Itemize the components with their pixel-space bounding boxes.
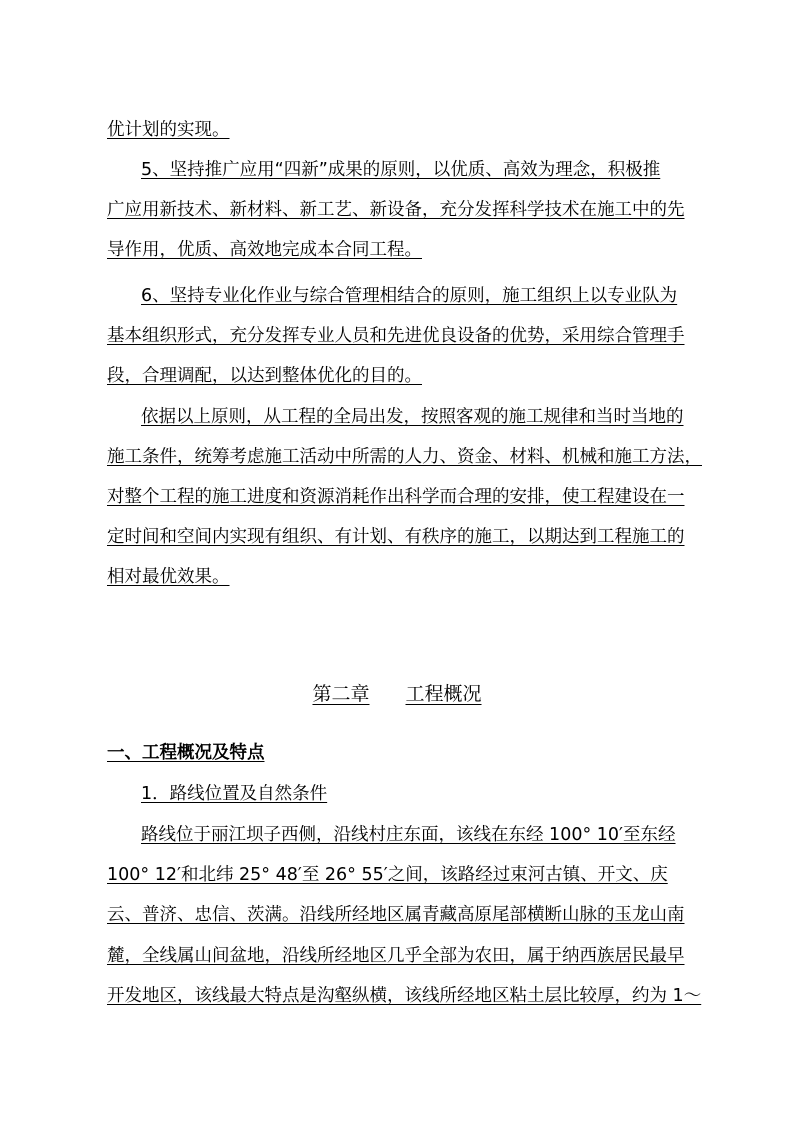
paragraph-line: 优计划的实现。	[107, 120, 230, 140]
paragraph-line: 施工条件，统筹考虑施工活动中所需的人力、资金、材料、机械和施工方法，	[107, 447, 702, 467]
section-heading: 一、工程概况及特点	[107, 743, 265, 763]
paragraph-line: 基本组织形式，充分发挥专业人员和先进优良设备的优势，采用综合管理手	[107, 326, 685, 346]
body-line: 麓，全线属山间盆地，沿线所经地区几乎全部为农田，属于纳西族居民最早	[107, 946, 685, 966]
paragraph-line: 相对最优效果。	[107, 567, 230, 587]
paragraph-line: 对整个工程的施工进度和资源消耗作出科学而合理的安排，使工程建设在一	[107, 487, 685, 507]
chapter-number: 第二章	[312, 683, 370, 705]
body-line: 云、普济、忠信、茨满。沿线所经地区属青藏高原尾部横断山脉的玉龙山南	[107, 905, 685, 925]
chapter-heading	[0, 679, 794, 709]
paragraph-line: 定时间和空间内实现有组织、有计划、有秩序的施工，以期达到工程施工的	[107, 527, 685, 547]
body-line: 开发地区，该线最大特点是沟壑纵横，该线所经地区粘土层比较厚，约为 1～	[107, 986, 702, 1006]
chapter-title: 工程概况	[405, 683, 482, 705]
paragraph-line: 6、坚持专业化作业与综合管理相结合的原则，施工组织上以专业队为	[141, 286, 678, 306]
paragraph-line: 广应用新技术、新材料、新工艺、新设备，充分发挥科学技术在施工中的先	[107, 200, 685, 220]
paragraph-line: 5、坚持推广应用“四新”成果的原则，以优质、高效为理念，积极推	[141, 160, 661, 180]
body-line: 100° 12′和北纬 25° 48′至 26° 55′之间，该路经过束河古镇、开文、庆	[107, 865, 668, 885]
paragraph-line: 导作用，优质、高效地完成本合同工程。	[107, 240, 422, 260]
subsection-heading: 1．路线位置及自然条件	[141, 784, 328, 804]
body-line: 路线位于丽江坝子西侧，沿线村庄东面，该线在东经 100° 10′至东经	[141, 825, 676, 845]
paragraph-line: 依据以上原则，从工程的全局出发，按照客观的施工规律和当时当地的	[141, 407, 684, 427]
paragraph-line: 段，合理调配，以达到整体优化的目的。	[107, 366, 422, 386]
